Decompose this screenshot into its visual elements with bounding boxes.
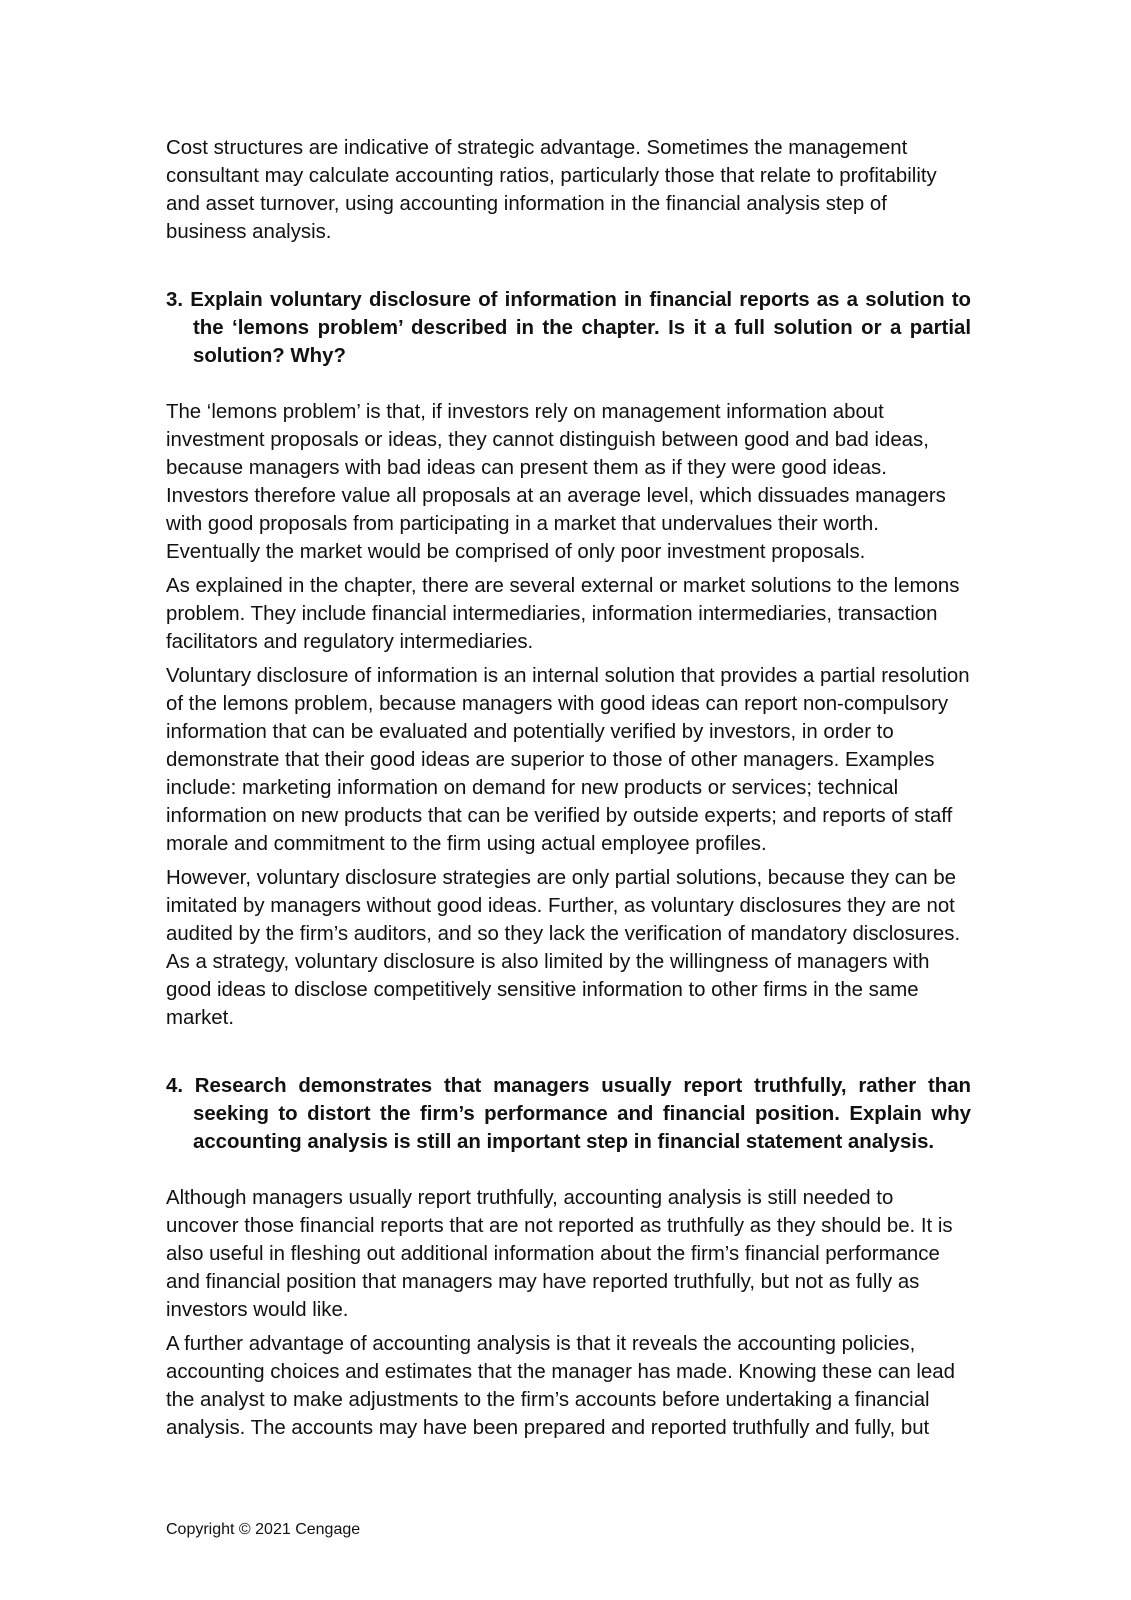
- question-4-answer: [166, 1184, 971, 1442]
- answer-paragraph: Voluntary disclosure of information is an internal solution that provides a partial resolution of the lemons problem, because managers with good ideas can report non-compulsory information that can be evaluated and potentially verified by investors, in order to demonstrate that their good ideas are superior to those of other managers. Examples include: marketing information on demand for new products or services; technical information on new products that can be verified by outside experts; and reports of staff morale and commitment to the firm using actual employee profiles.: [166, 665, 970, 855]
- intro-paragraph: Cost structures are indicative of strategic advantage. Sometimes the management consultant may calculate accounting ratios, particularly those that relate to profitability and asset turnover, using accounting information in the financial analysis step of business analysis.: [166, 137, 937, 243]
- answer-paragraph: A further advantage of accounting analysis is that it reveals the accounting policies, accounting choices and estimates that the manager has made. Knowing these can lead the analyst to make adjustments to the firm’s accounts before undertaking a financial analysis. The accounts may have been prepared and reported truthfully and fully, but: [166, 1333, 955, 1439]
- question-3-answer: [166, 398, 971, 1032]
- document-body: [166, 134, 971, 1442]
- answer-paragraph: However, voluntary disclosure strategies are only partial solutions, because they can be imitated by managers without good ideas. Further, as voluntary disclosures they are not audited by the firm’s auditors, and so they lack the verification of mandatory disclosures. As a strategy, voluntary disclosure is also limited by the willingness of managers with good ideas to disclose competitively sensitive information to other firms in the same market.: [166, 867, 961, 1029]
- copyright-footer: Copyright © 2021 Cengage: [166, 1521, 361, 1538]
- answer-paragraph: The ‘lemons problem’ is that, if investors rely on management information about investment proposals or ideas, they cannot distinguish between good and bad ideas, because managers with bad ideas can present them as if they were good ideas. Investors therefore value all proposals at an average level, which dissuades managers with good proposals from participating in a market that undervalues their worth. Eventually the market would be comprised of only poor investment proposals.: [166, 401, 946, 563]
- question-3-heading: 3. Explain voluntary disclosure of information in financial reports as a solution to the ‘lemons problem’ described in the chapter. Is it a full solution or a partial solution? Why?: [166, 289, 971, 367]
- question-4-heading: 4. Research demonstrates that managers usually report truthfully, rather than seeking to distort the firm’s performance and financial position. Explain why accounting analysis is still an important step in financial statement analysis.: [166, 1075, 971, 1153]
- answer-paragraph: As explained in the chapter, there are several external or market solutions to the lemons problem. They include financial intermediaries, information intermediaries, transaction facilitators and regulatory intermediaries.: [166, 575, 960, 653]
- answer-paragraph: Although managers usually report truthfully, accounting analysis is still needed to uncover those financial reports that are not reported as truthfully as they should be. It is also useful in fleshing out additional information about the firm’s financial performance and financial position that managers may have reported truthfully, but not as fully as investors would like.: [166, 1187, 953, 1321]
